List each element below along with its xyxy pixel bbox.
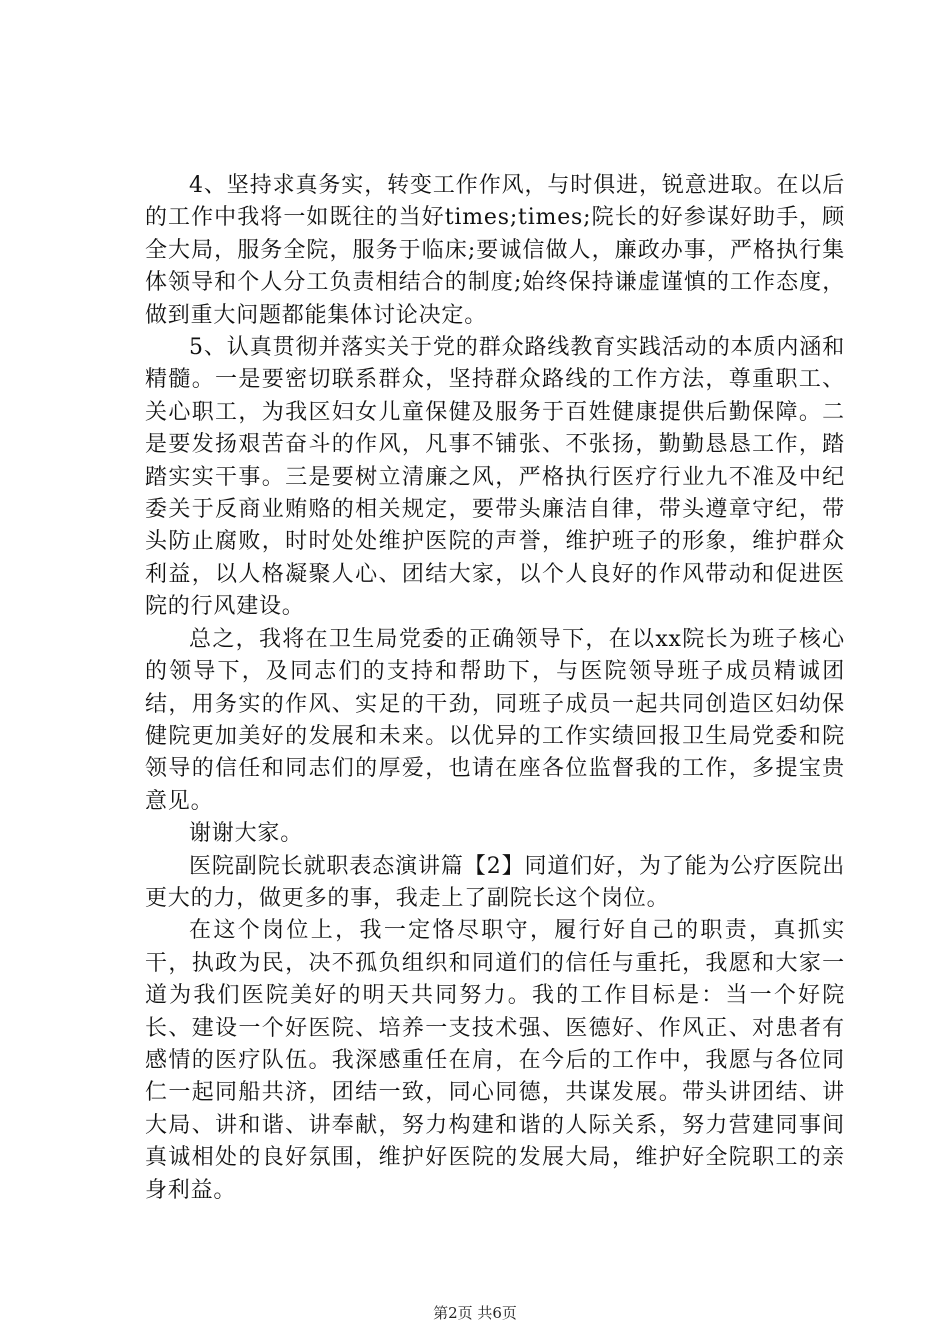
paragraph-speech-2-body: 在这个岗位上，我一定恪尽职守，履行好自己的职责，真抓实干，执政为民，决不孤负组织和同道们的信任与重托，我愿和大家一道为我们医院美好的明天共同努力。我的工作目标是：当一个好院长、建设一个好医院、培养一支技术强、医德好、作风正、对患者有感情的医疗队伍。我深感重任在肩，在今后的工作中，我愿与各位同仁一起同船共济，团结一致，同心同德，共谋发展。带头讲团结、讲大局、讲和谐、讲奉献，努力构建和谐的人际关系，努力营建同事间真诚相处的良好氛围，维护好医院的发展大局，维护好全院职工的亲身利益。: [145, 918, 845, 1203]
paragraph-speech-2-intro: 医院副院长就职表态演讲篇【2】同道们好，为了能为公疗医院出更大的力，做更多的事，我走上了副院长这个岗位。: [145, 853, 845, 911]
paragraph-conclusion: 总之，我将在卫生局党委的正确领导下，在以xx院长为班子核心的领导下，及同志们的支持和帮助下，与医院领导班子成员精诚团结，用务实的作风、实足的干劲，同班子成员一起共同创造区妇幼保健院更加美好的发展和未来。以优异的工作实绩回报卫生局党委和院领导的信任和同志们的厚爱，也请在座各位监督我的工作，多提宝贵意见。: [145, 626, 845, 814]
paragraph-point-5: 5、认真贯彻并落实关于党的群众路线教育实践活动的本质内涵和精髓。一是要密切联系群众，坚持群众路线的工作方法，尊重职工、关心职工，为我区妇女儿童保健及服务于百姓健康提供后勤保障。二是要发扬艰苦奋斗的作风，凡事不铺张、不张扬，勤勤恳恳工作，踏踏实实干事。三是要树立清廉之风，严格执行医疗行业九不准及中纪委关于反商业贿赂的相关规定，要带头廉洁自律，带头遵章守纪，带头防止腐败，时时处处维护医院的声誉，维护班子的形象，维护群众利益，以人格凝聚人心、团结大家，以个人良好的作风带动和促进医院的行风建设。: [145, 335, 845, 620]
page-number-footer: 第2页 共6页: [433, 1304, 517, 1322]
body-text: [145, 170, 845, 1207]
paragraph-thanks: 谢谢大家。: [189, 821, 304, 847]
paragraph-point-4: 4、坚持求真务实，转变工作作风，与时俱进，锐意进取。在以后的工作中我将一如既往的当好times;times;院长的好参谋好助手，顾全大局，服务全院，服务于临床;要诚信做人，廉政办事，严格执行集体领导和个人分工负责相结合的制度;始终保持谦虚谨慎的工作态度，做到重大问题都能集体讨论决定。: [145, 173, 845, 328]
